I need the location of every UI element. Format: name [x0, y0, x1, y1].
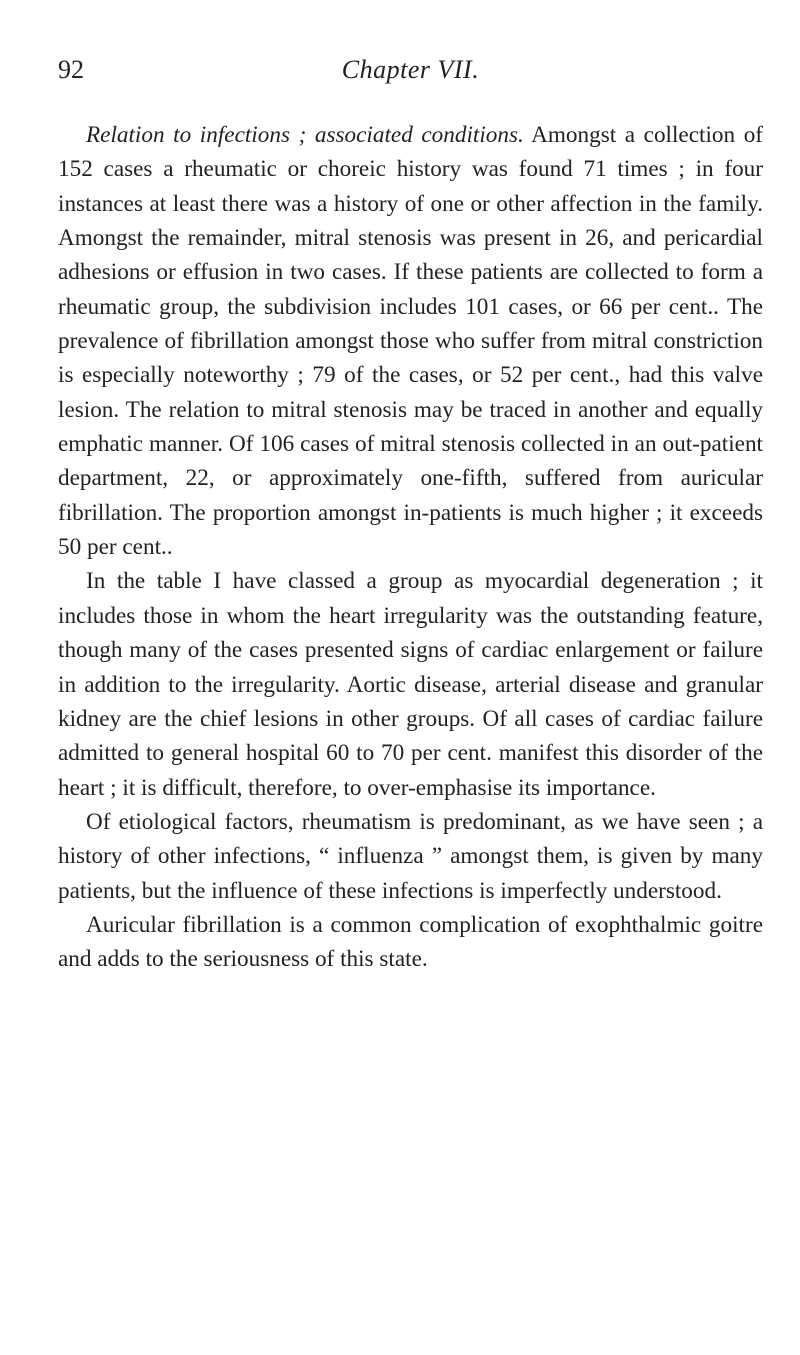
running-head: Chapter VII.: [341, 55, 480, 84]
paragraph-text: Amongst a collection of 152 cases a rheumatic or choreic history was found 71 times ; in four instances at least there was a history of one or other affection in the family. Amongst the remainder, mitral stenosis was present in 26, and pericardial adhesions or effusion in two cases. If these patients are collected to form a rheumatic group, the subdivision includes 101 cases, or 66 per cent.. The prevalence of fibrillation amongst those who suffer from mitral constriction is especially noteworthy ; 79 of the cases, or 52 per cent., had this valve lesion. The relation to mitral stenosis may be traced in another and equally emphatic manner. Of 106 cases of mitral stenosis collected in an out-patient department, 22, or approximately one-fifth, suffered from auricular fibrillation. The proportion amongst in-patients is much higher ; it exceeds 50 per cent..: [58, 122, 764, 561]
paragraph-myocardial-degeneration: In the table I have classed a group as myocardial degeneration ; it includes those in whom the heart irregularity was the outstanding feature, though many of the cases presented signs of cardiac enlargement or failure in addition to the irregularity. Aortic disease, arterial disease and granular kidney are the chief lesions in other groups. Of all cases of cardiac failure admitted to general hospital 60 to 70 per cent. manifest this disorder of the heart ; it is difficult, therefore, to over-emphasise its importance.: [58, 568, 763, 801]
paragraph-exophthalmic-goitre: Auricular fibrillation is a common complication of exophthalmic goitre and adds to the seriousness of this state.: [58, 911, 763, 973]
page-number: 92: [58, 55, 84, 84]
page-header: [58, 55, 763, 95]
body-text: [58, 118, 763, 977]
paragraph-relation-to-infections: [58, 118, 763, 564]
paragraph-etiological-factors: Of etiological factors, rheumatism is predominant, as we have seen ; a history of other infections, “ influenza ” amongst them, is given by many patients, but the influence of these infections is imperfectly understood.: [58, 808, 763, 904]
section-heading-italic: Relation to infections ; associated conditions.: [86, 122, 524, 148]
